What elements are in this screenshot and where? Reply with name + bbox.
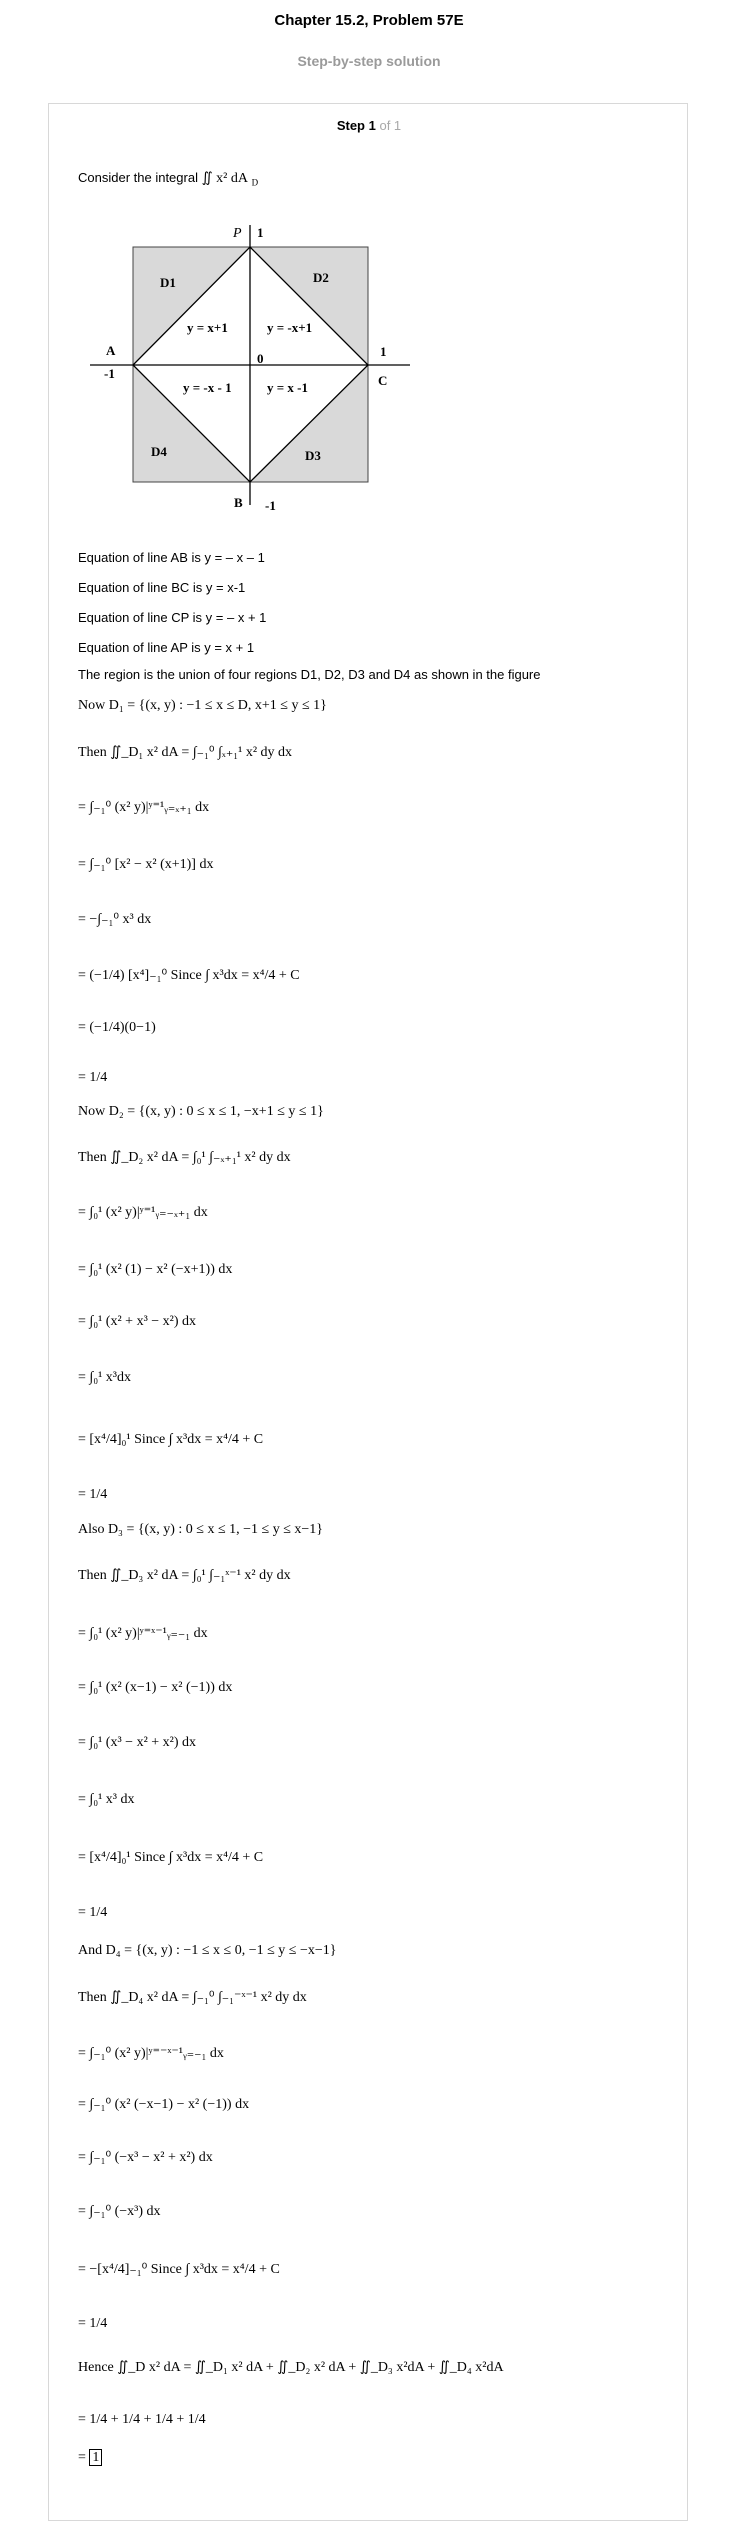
equation-ab: Equation of line AB is y = – x – 1 xyxy=(78,550,265,565)
d1-step-3: = −∫₋₁⁰ x³ dx xyxy=(78,912,152,927)
final-answer: 1 xyxy=(89,2449,102,2466)
d1-integral: Then ∬_D₁ x² dA = ∫₋₁⁰ ∫ₓ₊₁¹ x² dy dx xyxy=(78,745,293,760)
step-label: Step 1 xyxy=(336,118,376,133)
region-d4-label: D4 xyxy=(151,444,167,459)
d4-step-6: = 1/4 xyxy=(78,2316,108,2331)
d4-definition: And D₄ = {(x, y) : −1 ≤ x ≤ 0, −1 ≤ y ≤ −x−1} xyxy=(78,1943,337,1958)
d2-integral: Then ∬_D₂ x² dA = ∫₀¹ ∫₋ₓ₊₁¹ x² dy dx xyxy=(78,1150,291,1165)
intro-text: Consider the integral xyxy=(78,170,198,185)
d1-step-6: = 1/4 xyxy=(78,1070,108,1085)
line-bc-label: y = x -1 xyxy=(267,380,308,395)
d2-definition: Now D₂ = {(x, y) : 0 ≤ x ≤ 1, −x+1 ≤ y ≤ 1} xyxy=(78,1104,324,1119)
point-a-label: A xyxy=(106,343,116,358)
region-union-text: The region is the union of four regions D1, D2, D3 and D4 as shown in the figure xyxy=(78,667,541,682)
d4-step-2: = ∫₋₁⁰ (x² (−x−1) − x² (−1)) dx xyxy=(78,2097,250,2112)
d2-step-1: = ∫₀¹ (x² y)|ʸ⁼¹ᵧ₌₋ₓ₊₁ dx xyxy=(78,1205,208,1220)
d2-step-5: = [x⁴/4]₀¹ Since ∫ x³dx = x⁴/4 + C xyxy=(78,1432,264,1447)
top-tick-label: 1 xyxy=(257,225,264,240)
final-sum-values: = 1/4 + 1/4 + 1/4 + 1/4 xyxy=(78,2412,206,2427)
origin-label: 0 xyxy=(257,351,264,366)
d3-integral: Then ∬_D₃ x² dA = ∫₀¹ ∫₋₁ˣ⁻¹ x² dy dx xyxy=(78,1568,291,1583)
final-sum-integrals: Hence ∬_D x² dA = ∬_D₁ x² dA + ∬_D₂ x² dA + ∬_D₃ x²dA + ∬_D₄ x²dA xyxy=(78,2360,504,2375)
d4-step-3: = ∫₋₁⁰ (−x³ − x² + x²) dx xyxy=(78,2150,213,2165)
d3-step-2: = ∫₀¹ (x² (x−1) − x² (−1)) dx xyxy=(78,1680,233,1695)
right-tick-label: 1 xyxy=(380,344,387,359)
region-d1-label: D1 xyxy=(160,275,176,290)
intro-line xyxy=(78,170,258,191)
d4-step-5: = −[x⁴/4]₋₁⁰ Since ∫ x³dx = x⁴/4 + C xyxy=(78,2262,280,2277)
point-p-label: P xyxy=(233,226,242,241)
point-b-label: B xyxy=(234,495,243,510)
bottom-tick-label: -1 xyxy=(265,498,276,513)
d1-step-5: = (−1/4)(0−1) xyxy=(78,1020,156,1035)
step-header xyxy=(0,118,738,133)
line-ab-label: y = -x - 1 xyxy=(183,380,232,395)
d3-step-5: = [x⁴/4]₀¹ Since ∫ x³dx = x⁴/4 + C xyxy=(78,1850,264,1865)
region-d3-label: D3 xyxy=(305,448,321,463)
intro-domain: D xyxy=(251,177,259,188)
final-answer-prefix: = xyxy=(78,2450,86,2465)
line-cp-label: y = -x+1 xyxy=(267,320,313,335)
d1-step-4: = (−1/4) [x⁴]₋₁⁰ Since ∫ x³dx = x⁴/4 + C xyxy=(78,968,300,983)
d2-step-4: = ∫₀¹ x³dx xyxy=(78,1370,132,1385)
d2-step-2: = ∫₀¹ (x² (1) − x² (−x+1)) dx xyxy=(78,1262,233,1277)
d1-step-1: = ∫₋₁⁰ (x² y)|ʸ⁼¹ᵧ₌ₓ₊₁ dx xyxy=(78,800,210,815)
point-c-label: C xyxy=(378,373,388,388)
d3-step-6: = 1/4 xyxy=(78,1905,108,1920)
d3-step-4: = ∫₀¹ x³ dx xyxy=(78,1792,135,1807)
d1-definition: Now D₁ = {(x, y) : −1 ≤ x ≤ D, x+1 ≤ y ≤ 1} xyxy=(78,698,327,713)
final-answer-line xyxy=(78,2450,102,2466)
left-tick-label: -1 xyxy=(104,366,115,381)
d1-step-2: = ∫₋₁⁰ [x² − x² (x+1)] dx xyxy=(78,857,214,872)
d4-integral: Then ∬_D₄ x² dA = ∫₋₁⁰ ∫₋₁⁻ˣ⁻¹ x² dy dx xyxy=(78,1990,307,2005)
intro-expression: ∬ x² dA xyxy=(201,171,248,186)
d3-step-1: = ∫₀¹ (x² y)|ʸ⁼ˣ⁻¹ᵧ₌₋₁ dx xyxy=(78,1626,208,1641)
page-subtitle: Step-by-step solution xyxy=(297,53,441,69)
step-count: of 1 xyxy=(379,118,402,133)
d2-step-6: = 1/4 xyxy=(78,1487,108,1502)
d2-step-3: = ∫₀¹ (x² + x³ − x²) dx xyxy=(78,1314,197,1329)
d4-step-4: = ∫₋₁⁰ (−x³) dx xyxy=(78,2204,161,2219)
region-d2-label: D2 xyxy=(313,270,329,285)
region-figure xyxy=(80,215,460,525)
d4-step-1: = ∫₋₁⁰ (x² y)|ʸ⁼⁻ˣ⁻¹ᵧ₌₋₁ dx xyxy=(78,2046,224,2061)
equation-ap: Equation of line AP is y = x + 1 xyxy=(78,640,255,655)
d3-step-3: = ∫₀¹ (x³ − x² + x²) dx xyxy=(78,1735,197,1750)
d3-definition: Also D₃ = {(x, y) : 0 ≤ x ≤ 1, −1 ≤ y ≤ x−1} xyxy=(78,1522,324,1537)
line-ap-label: y = x+1 xyxy=(187,320,228,335)
equation-cp: Equation of line CP is y = – x + 1 xyxy=(78,610,267,625)
page-title: Chapter 15.2, Problem 57E xyxy=(274,12,464,29)
equation-bc: Equation of line BC is y = x-1 xyxy=(78,580,246,595)
